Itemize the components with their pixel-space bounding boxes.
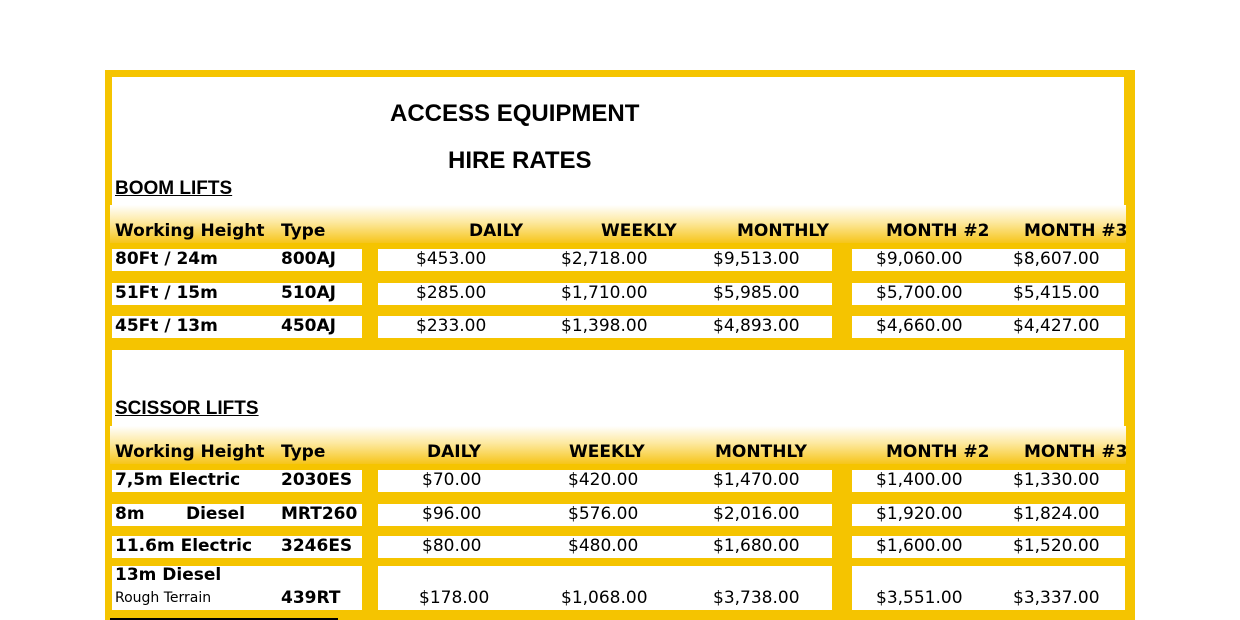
scissor-row-1-height: 7,5m Electric	[115, 470, 241, 490]
header-type: Type	[281, 221, 326, 241]
scissor-row-4-weekly: $1,068.00	[561, 588, 648, 608]
scissor-row-2-weekly: $576.00	[568, 504, 639, 524]
boom-row-1-height: 80Ft / 24m	[115, 249, 218, 269]
scissor-row-4-type: 439RT	[281, 588, 341, 608]
scissor-row-1-daily: $70.00	[422, 470, 482, 490]
header-monthly: MONTHLY	[715, 442, 807, 462]
boom-row-1-type: 800AJ	[281, 249, 336, 269]
boom-row-3-type: 450AJ	[281, 316, 336, 336]
scissor-row-1-weekly: $420.00	[568, 470, 639, 490]
scissor-row-4-monthly: $3,738.00	[713, 588, 800, 608]
header-month-3: MONTH #3	[1024, 442, 1128, 462]
header-daily: DAILY	[427, 442, 482, 462]
boom-row-2-weekly: $1,710.00	[561, 283, 648, 303]
boom-row-1-weekly: $2,718.00	[561, 249, 648, 269]
boom-row-3-daily: $233.00	[416, 316, 487, 336]
scissor-row-1-month3: $1,330.00	[1013, 470, 1100, 490]
scissor-row-4-month3: $3,337.00	[1013, 588, 1100, 608]
scissor-row-2-month2: $1,920.00	[876, 504, 963, 524]
boom-row-2-daily: $285.00	[416, 283, 487, 303]
scissor-row-1-type: 2030ES	[281, 470, 353, 490]
scissor-row-2-type: MRT260	[281, 504, 358, 524]
section-title-scissor-lifts: SCISSOR LIFTS	[115, 398, 259, 419]
scissor-row-2-monthly: $2,016.00	[713, 504, 800, 524]
boom-row-2-month2: $5,700.00	[876, 283, 963, 303]
scissor-row-3-month2: $1,600.00	[876, 536, 963, 556]
header-weekly: WEEKLY	[601, 221, 677, 241]
header-month-2: MONTH #2	[886, 221, 990, 241]
header-monthly: MONTHLY	[737, 221, 829, 241]
boom-row-3-height: 45Ft / 13m	[115, 316, 218, 336]
boom-row-1-month2: $9,060.00	[876, 249, 963, 269]
boom-row-3-monthly: $4,893.00	[713, 316, 800, 336]
page-title: ACCESS EQUIPMENT	[390, 100, 640, 127]
scissor-row-4-height: 13m Diesel	[115, 565, 222, 585]
section-title-boom-lifts: BOOM LIFTS	[115, 178, 233, 199]
boom-row-3-month3: $4,427.00	[1013, 316, 1100, 336]
title-area	[112, 77, 1124, 205]
scissor-row-3-daily: $80.00	[422, 536, 482, 556]
boom-row-2-height: 51Ft / 15m	[115, 283, 218, 303]
header-type: Type	[281, 442, 326, 462]
header-month-3: MONTH #3	[1024, 221, 1128, 241]
header-working-height: Working Height	[115, 221, 265, 241]
scissor-row-3-month3: $1,520.00	[1013, 536, 1100, 556]
boom-row-1-daily: $453.00	[416, 249, 487, 269]
scissor-row-2-month3: $1,824.00	[1013, 504, 1100, 524]
scissor-row-2-daily: $96.00	[422, 504, 482, 524]
boom-row-2-month3: $5,415.00	[1013, 283, 1100, 303]
header-month-2: MONTH #2	[886, 442, 990, 462]
boom-row-1-month3: $8,607.00	[1013, 249, 1100, 269]
boom-row-2-monthly: $5,985.00	[713, 283, 800, 303]
scissor-row-4-subtitle: Rough Terrain	[115, 590, 212, 606]
header-working-height: Working Height	[115, 442, 265, 462]
page-subtitle: HIRE RATES	[448, 147, 592, 174]
scissor-row-3-height: 11.6m Electric	[115, 536, 253, 556]
boom-row-3-month2: $4,660.00	[876, 316, 963, 336]
boom-row-1-monthly: $9,513.00	[713, 249, 800, 269]
scissor-row-4-daily: $178.00	[419, 588, 490, 608]
scissor-row-3-weekly: $480.00	[568, 536, 639, 556]
scissor-row-2-height: 8m Diesel	[115, 504, 245, 524]
header-weekly: WEEKLY	[569, 442, 645, 462]
scissor-row-1-month2: $1,400.00	[876, 470, 963, 490]
scissor-title-area	[112, 350, 1124, 428]
scissor-row-4-month2: $3,551.00	[876, 588, 963, 608]
scissor-row-3-monthly: $1,680.00	[713, 536, 800, 556]
header-daily: DAILY	[469, 221, 524, 241]
scissor-row-3-type: 3246ES	[281, 536, 353, 556]
boom-row-2-type: 510AJ	[281, 283, 336, 303]
scissor-row-1-monthly: $1,470.00	[713, 470, 800, 490]
boom-row-3-weekly: $1,398.00	[561, 316, 648, 336]
